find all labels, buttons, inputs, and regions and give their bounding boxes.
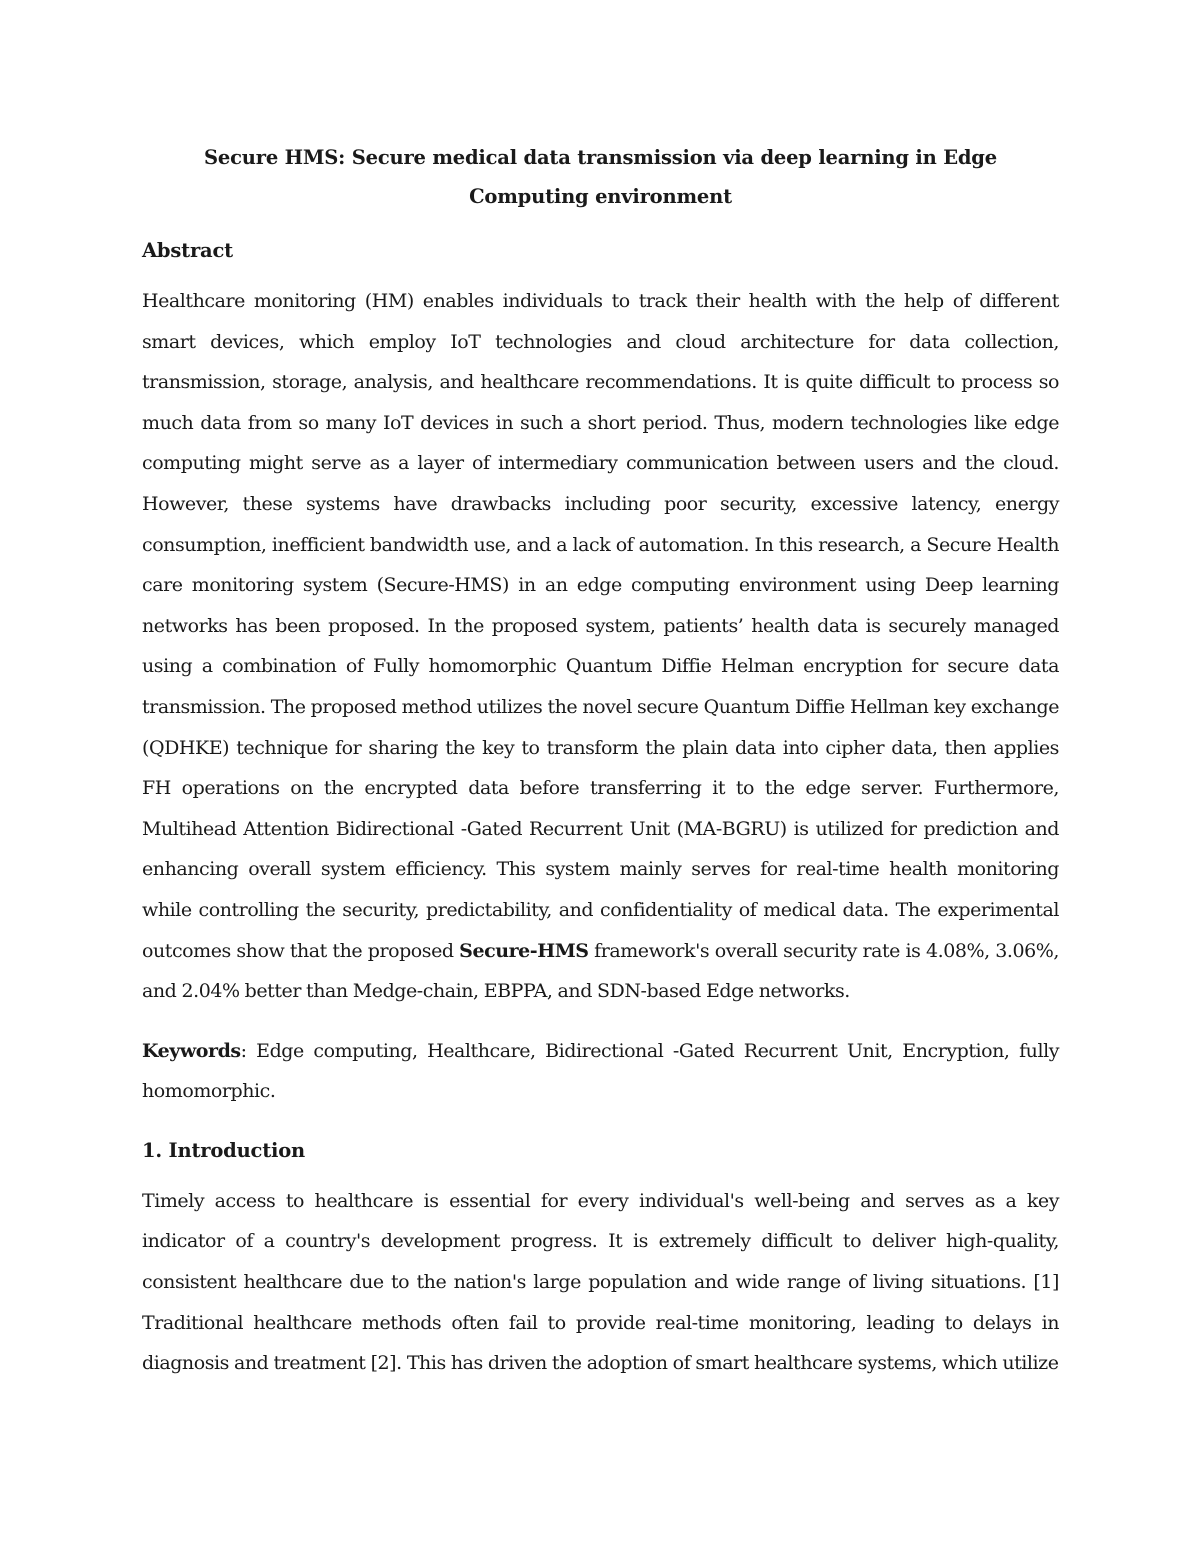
abstract-highlight-term: Secure-HMS: [459, 939, 589, 962]
keywords-paragraph: [142, 1031, 1059, 1112]
paper-title: Secure HMS: Secure medical data transmission via deep learning in Edge Computing environment: [204, 146, 997, 208]
keywords-label: Keywords: [142, 1039, 241, 1062]
introduction-heading: 1. Introduction: [142, 1138, 306, 1162]
introduction-paragraph: Timely access to healthcare is essential for every individual's well-being and serves as a key indicator of a country's development progress. It is extremely difficult to deliver high-quality, consistent healthcare due to the nation's large population and wide range of living situations. [1] Traditional healthcare methods often fail to provide real-time monitoring, leading to delays in diagnosis and treatment [2]. This has driven the adoption of smart healthcare systems, which utilize: [142, 1189, 1059, 1375]
document-page: [142, 138, 1059, 1384]
abstract-text-part1: Healthcare monitoring (HM) enables individuals to track their health with the help of different smart devices, which employ IoT technologies and cloud architecture for data collection, transmission, storage, analysis, and healthcare recommendations. It is quite difficult to process so much data from so many IoT devices in such a short period. Thus, modern technologies like edge computing might serve as a layer of intermediary communication between users and the cloud. However, these systems have drawbacks including poor security, excessive latency, energy consumption, inefficient bandwidth use, and a lack of automation. In this research, a Secure Health care monitoring system (Secure-HMS) in an edge computing environment using Deep learning networks has been proposed. In the proposed system, patients’ health data is securely managed using a combination of Fully homomorphic Quantum Diffie Helman encryption for secure data transmission. The proposed method utilizes the novel secure Quantum Diffie Hellman key exchange (QDHKE) technique for sharing the key to transform the plain data into cipher data, then applies FH operations on the encrypted data before transferring it to the edge server. Furthermore, Multihead Attention Bidirectional -Gated Recurrent Unit (MA-BGRU) is utilized for prediction and enhancing overall system efficiency. This system mainly serves for real-time health monitoring while controlling the security, predictability, and confidentiality of medical data. The experimental outcomes show that the proposed: [142, 290, 1059, 962]
abstract-paragraph: [142, 281, 1059, 1012]
abstract-heading: Abstract: [142, 239, 233, 262]
abstract-text-part2: framework's overall security rate is 4.08%, 3.06%, and 2.04% better than Medge-chain, EBPPA, and SDN-based Edge networks.: [142, 939, 1059, 1003]
keywords-text: : Edge computing, Healthcare, Bidirectional -Gated Recurrent Unit, Encryption, fully homomorphic.: [142, 1039, 1059, 1103]
